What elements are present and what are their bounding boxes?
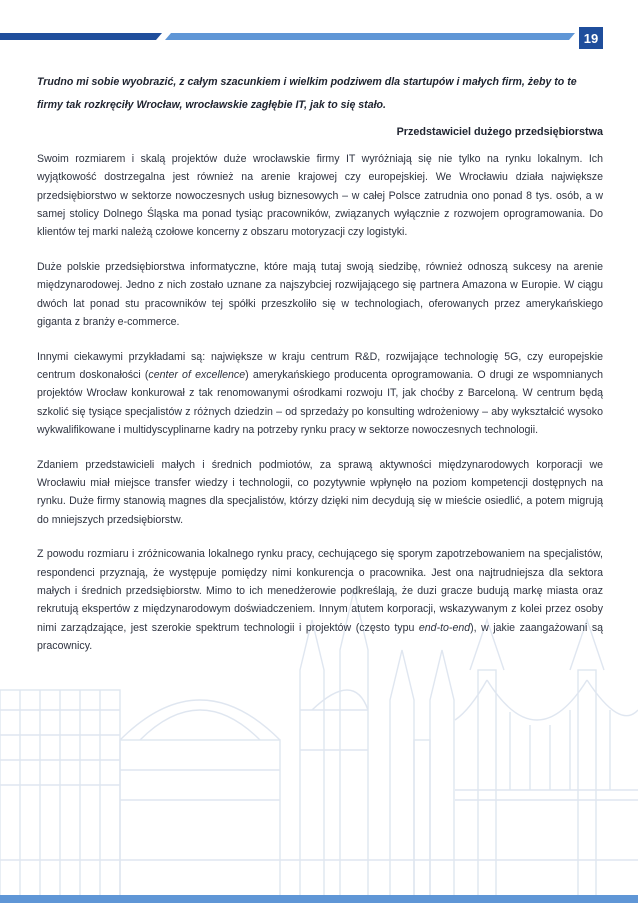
pull-quote: Trudno mi sobie wyobrazić, z całym szacunkiem i wielkim podziwem dla startupów i małych firm, żeby to te firmy tak rozkręciły Wrocław, wrocławskie zagłębie IT, jak to się stało. [37, 76, 577, 111]
paragraph: Swoim rozmiarem i skalą projektów duże wrocławskie firmy IT wyróżniają się nie tylko na rynku lokalnym. Ich wyjątkowość dostrzegalna jest również na arenie krajowej czy europejskiej. We Wrocławiu działa największe przedsiębiorstwo w sektorze nowoczesnych usług biznesowych – w całej Polsce zatrudnia ono ponad 8 tys. osób, a w samej stolicy Dolnego Śląska ma ponad tysiąc pracowników, związanych wyłącznie z rozwojem oprogramowania. Do klientów tej marki należą czołowe koncerny z obszaru motoryzacji czy logistyki. [37, 153, 603, 239]
paragraph-text: ), w jakie zaangażowani są pracownicy. [37, 621, 604, 652]
paragraph [37, 348, 603, 439]
header-band-dark [0, 33, 162, 40]
paragraph [37, 545, 603, 655]
paragraph: Zdaniem przedstawicieli małych i średnich podmiotów, za sprawą aktywności międzynarodowych korporacji we Wrocławiu miał miejsce transfer wiedzy i technologii, co pozytywnie wpłynęło na poziom kompetencji dostępnych na rynku. Duże firmy stanowią magnes dla specjalistów, którzy dzięki nim decydują się w mieście osiedlić, a potem migrują do mniejszych przedsiębiorstw. [37, 458, 603, 526]
footer-band [0, 895, 638, 903]
header-band-light [165, 33, 575, 40]
body-text [37, 150, 603, 672]
paragraph-text: Z powodu rozmiaru i zróżnicowania lokalnego rynku pracy, cechującego się sporym zapotrzebowaniem na specjalistów, respondenci przyznają, że występuje pomiędzy nimi konkurencja o pracownika. Jest ona najtrudniejsza dla sektora małych i średnich przedsiębiorstw. Mimo to ich menedżerowie podkreślają, że duzi gracze budują markę miasta oraz rekrutują ekspertów z międzynarodowym doświadczeniem. Innym atutem korporacji, wskazywanym z kolei przez osoby nimi zarządzające, jest szerokie spektrum technologii i projektów (często typu [37, 548, 603, 634]
paragraph-text: ) amerykańskiego producenta oprogramowania. O drugi ze wspomnianych projektów Wrocław konkurował z tak renomowanymi ośrodkami rozwoju IT, jak choćby z Barceloną. W centrum będą szkolić się tysiące specjalistów z różnych dziedzin – od sprzedaży po konsulting wdrożeniowy – aby wykształcić wysoko wykwalifikowane i multidyscyplinarne kadry na potrzeby rynku pracy w sektorze nowoczesnych technologii. [37, 368, 603, 436]
page-number: 19 [579, 27, 603, 49]
quote-attribution: Przedstawiciel dużego przedsiębiorstwa [396, 126, 603, 138]
paragraph-text: Innymi ciekawymi przykładami są: największe w kraju centrum R&D, rozwijające technologię 5G, czy europejskie centrum doskonałości ( [37, 350, 603, 381]
paragraph: Duże polskie przedsiębiorstwa informatyczne, które mają tutaj swoją siedzibę, również odnoszą sukcesy na arenie międzynarodowej. Jedno z nich zostało uznane za najszybciej rozwijającego się partnera Amazona w Europie. W ciągu dwóch lat ponad stu pracowników tej spółki przeszkoliło się w technologiach, oferowanych przez amerykańskiego giganta z branży e-commerce. [37, 260, 603, 328]
emphasis-text: center of excellence [148, 368, 246, 381]
emphasis-text: end-to-end [418, 621, 471, 634]
